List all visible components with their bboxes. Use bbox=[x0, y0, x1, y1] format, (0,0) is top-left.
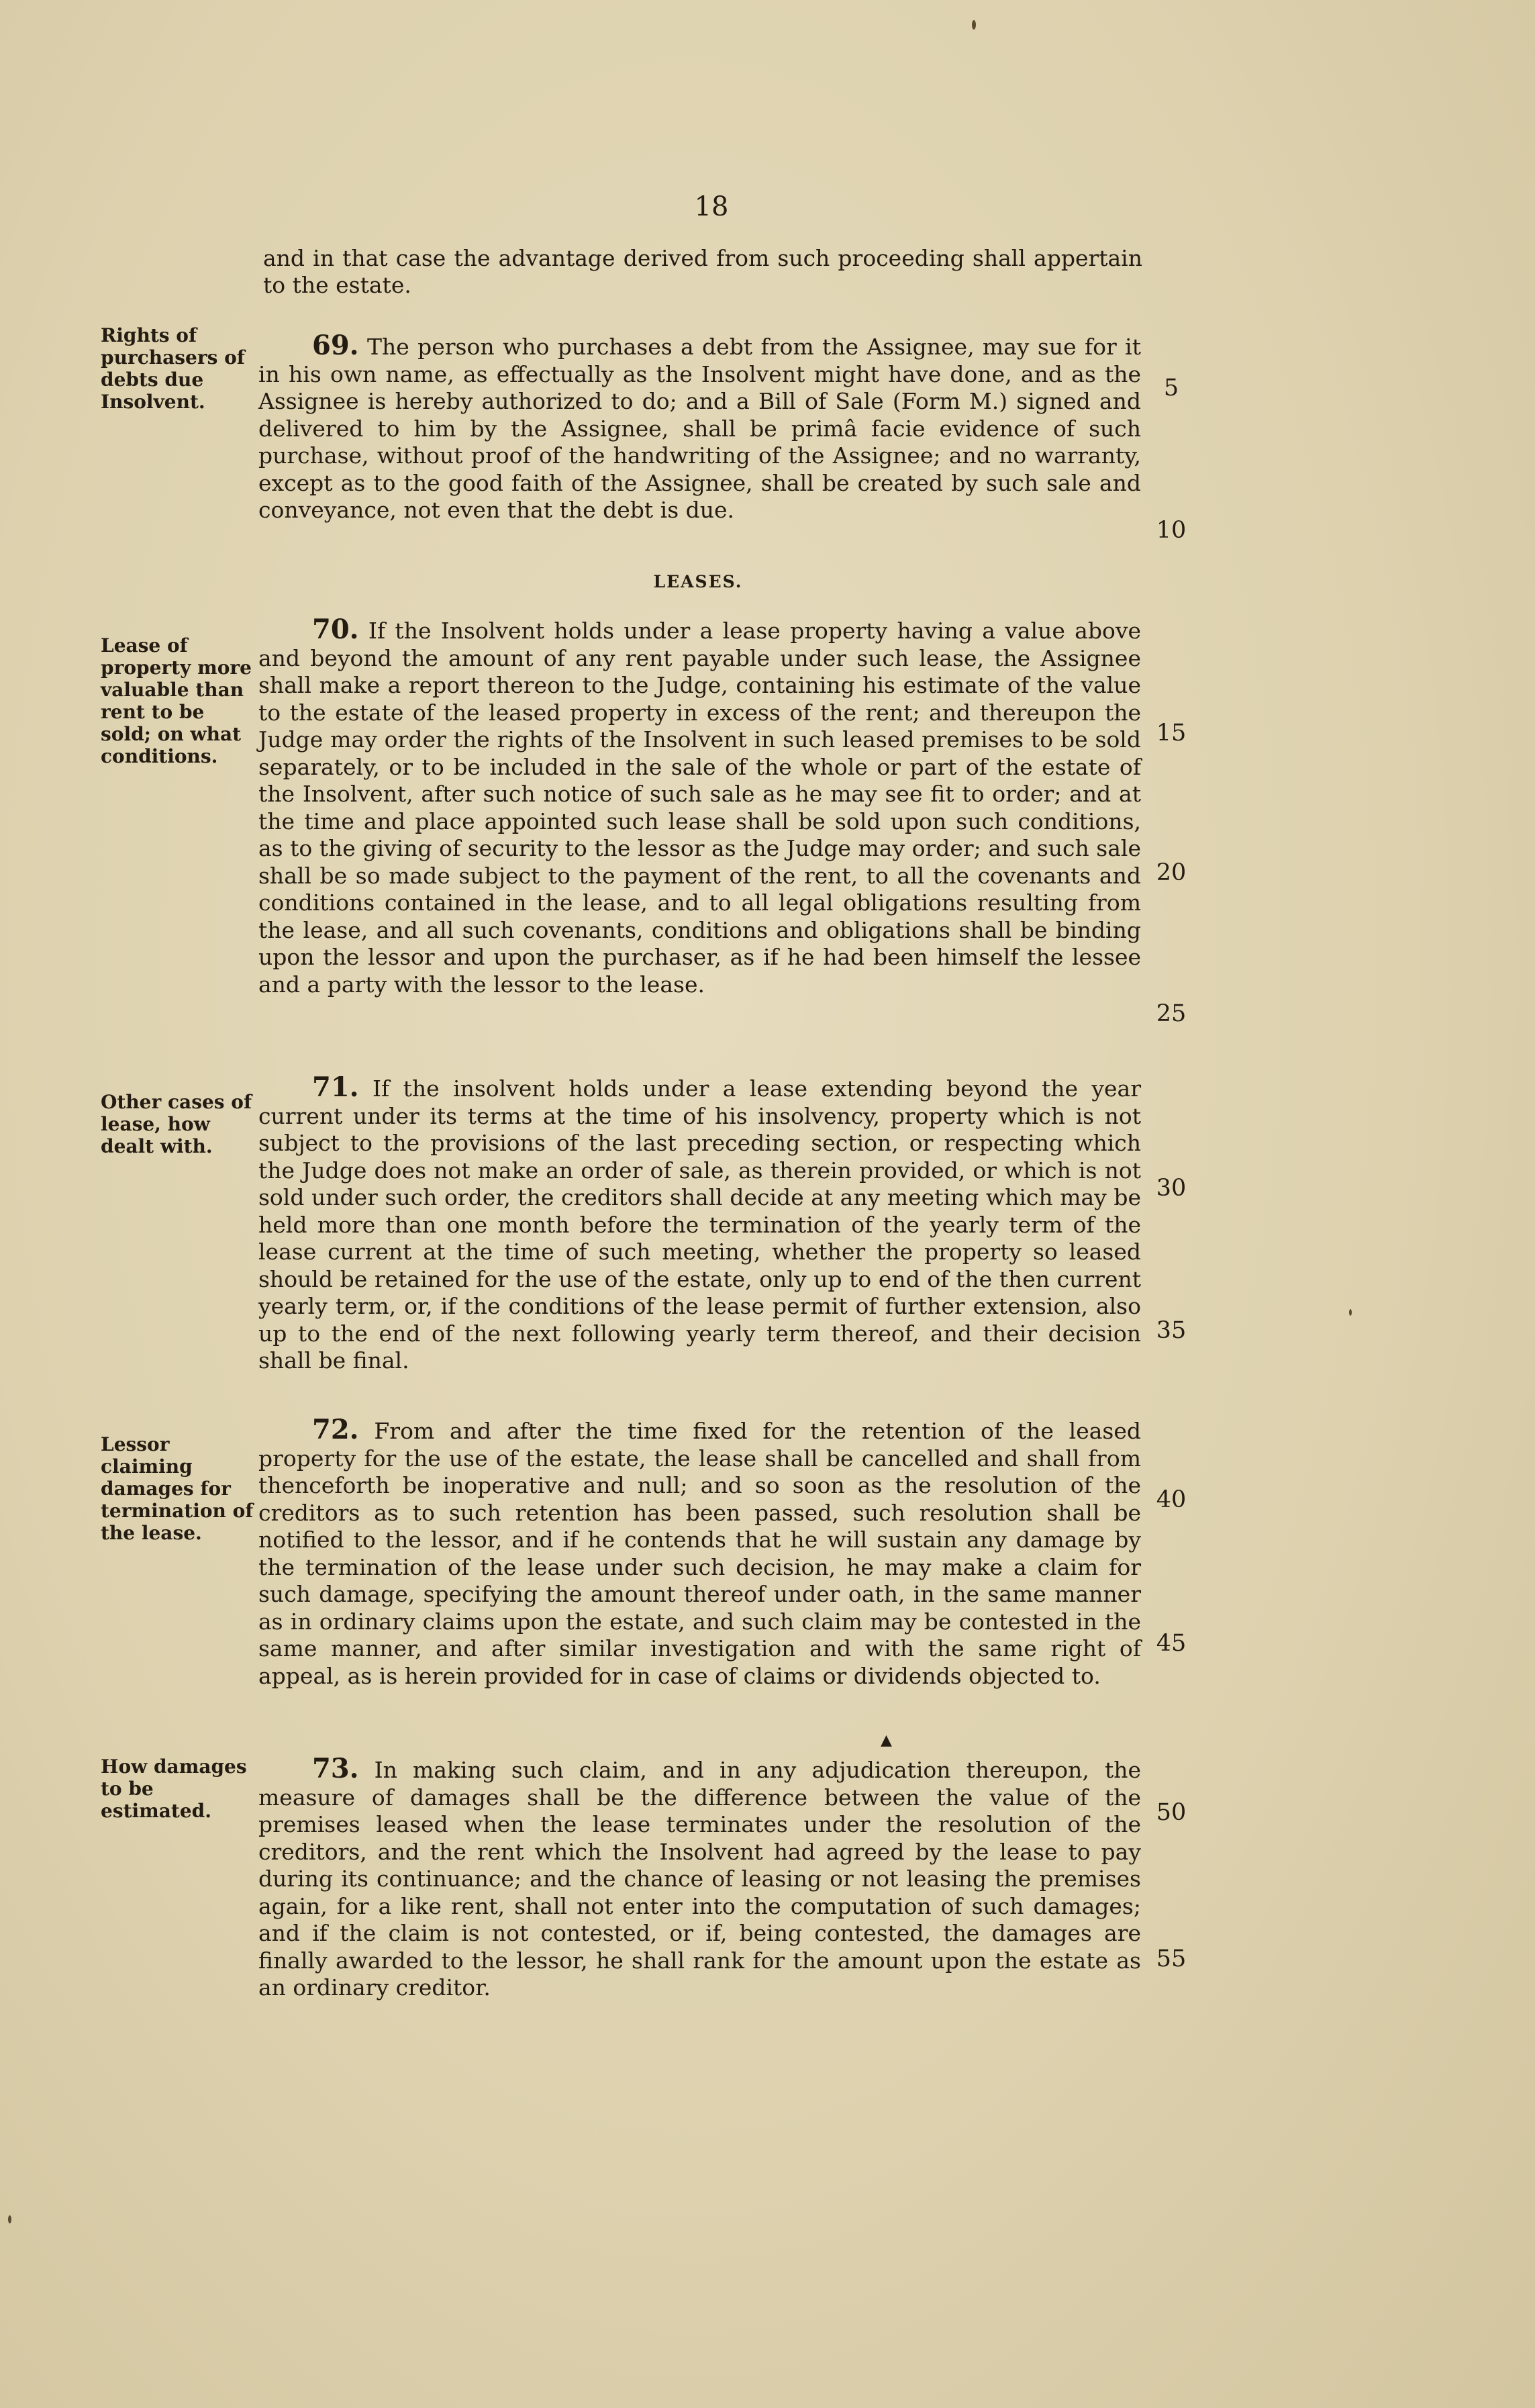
line-number: 40 bbox=[1156, 1486, 1187, 1513]
line-number: 5 bbox=[1163, 375, 1179, 401]
caret-mark: ▲ bbox=[881, 1732, 892, 1749]
section-text-72: From and after the time fixed for the retention of the leased property for the use of the estate, the lease shall be cancelled and shall from thenceforth be inoperative and null; and so soon as the resolution of the creditors as to such retention has been passed, such resolution shall be notified to the lessor, and if he contends that he will sustain any damage by the termination of the lease under such decision, he may make a claim for such damage, specifying the amount thereof under oath, in the same manner as in ordinary claims upon the estate, and such claim may be contested in the same manner, and after similar investigation and with the same right of appeal, as is herein provided for in case of claims or dividends objected to. bbox=[258, 1418, 1141, 1689]
section-number-69: 69. bbox=[312, 330, 359, 361]
line-number: 45 bbox=[1156, 1630, 1187, 1657]
section-body-69 bbox=[258, 332, 1141, 524]
section-number-72: 72. bbox=[312, 1414, 359, 1445]
paper-speck bbox=[1349, 1309, 1352, 1316]
paper-speck bbox=[8, 2215, 11, 2223]
section-text-70: If the Insolvent holds under a lease property having a value above and beyond the amount of any rent payable under such lease, the Assignee shall make a report thereon to the Judge, containing his estimate of the value to the estate of the leased property in excess of the rent; and thereupon the Judge may order the rights of the Insolvent in such leased premises to be sold separately, or to be included in the sale of the whole or part of the estate of the Insolvent, after such notice of such sale as he may see fit to order; and at the time and place appointed such lease shall be sold upon such conditions, as to the giving of security to the lessor as the Judge may order; and such sale shall be so made subject to the payment of the rent, to all the covenants and conditions contained in the lease, and to all legal obligations resulting from the lease, and all such covenants, conditions and obligations shall be binding upon the lessor and upon the purchaser, as if he had been himself the lessee and a party with the lessor to the lease. bbox=[258, 618, 1141, 998]
section-number-71: 71. bbox=[312, 1071, 359, 1103]
line-number: 30 bbox=[1156, 1175, 1187, 1202]
heading-leases: LEASES. bbox=[653, 572, 743, 591]
section-body-73 bbox=[258, 1755, 1141, 2002]
section-body-71 bbox=[258, 1071, 1141, 1375]
section-text-69: The person who purchases a debt from the Assignee, may sue for it in his own name, as effectually as the Insolvent might have done, and as the Assignee is hereby authorized to do; and a Bill of Sale (Form M.) signed and delivered to him by the Assignee, shall be primâ facie evidence of such purchase, without proof of the handwriting of the Assignee; and no warranty, except as to the good faith of the Assignee, shall be created by such sale and conveyance, not even that the debt is due. bbox=[258, 334, 1141, 523]
line-number: 55 bbox=[1156, 1945, 1187, 1972]
section-text-73: In making such claim, and in any adjudication thereupon, the measure of damages shall be the difference between the value of the premises leased when the lease terminates under the resolution of the creditors, and the rent which the Insolvent had agreed by the lease to pay during its continuance; and the chance of leasing or not leasing the premises again, for a like rent, shall not enter into the computation of such damages; and if the claim is not contested, or if, being contested, the damages are finally awarded to the lessor, he shall rank for the amount upon the estate as an ordinary creditor. bbox=[258, 1757, 1141, 2001]
section-text-71: If the insolvent holds under a lease extending beyond the year current under its terms at the time of his insolvency, property which is not subject to the provisions of the last preceding section, or respecting which the Judge does not make an order of sale, as therein provided, or which is not sold under such order, the creditors shall decide at any meeting which may be held more than one month before the termination of the yearly term of the lease current at the time of such meeting, whether the property so leased should be retained for the use of the estate, only up to end of the then current yearly term, or, if the conditions of the lease permit of further extension, also up to the end of the next following yearly term thereof, and their decision shall be final. bbox=[258, 1075, 1141, 1374]
section-body-72 bbox=[258, 1416, 1141, 1690]
line-number: 35 bbox=[1156, 1317, 1187, 1344]
paper-speck bbox=[972, 20, 976, 30]
margin-note-70: Lease of property more valuable than rent to be sold; on what conditions. bbox=[101, 634, 252, 767]
page-number: 18 bbox=[694, 191, 729, 222]
line-number: 10 bbox=[1156, 517, 1187, 544]
line-number: 15 bbox=[1156, 720, 1187, 747]
line-number: 20 bbox=[1156, 859, 1187, 886]
margin-note-71: Other cases of lease, how dealt with. bbox=[101, 1091, 252, 1157]
margin-note-73: How damages to be estimated. bbox=[101, 1755, 247, 1822]
line-number: 50 bbox=[1156, 1799, 1187, 1826]
section-number-70: 70. bbox=[312, 614, 359, 645]
section-number-73: 73. bbox=[312, 1753, 359, 1784]
intro-paragraph: and in that case the advantage derived from such proceeding shall appertain to the estate. bbox=[263, 245, 1142, 298]
section-body-70 bbox=[258, 616, 1141, 998]
margin-note-69: Rights of purchasers of debts due Insolvent. bbox=[101, 324, 245, 413]
margin-note-72: Lessor claiming damages for termination of the lease. bbox=[101, 1433, 254, 1544]
line-number: 25 bbox=[1156, 1000, 1187, 1027]
